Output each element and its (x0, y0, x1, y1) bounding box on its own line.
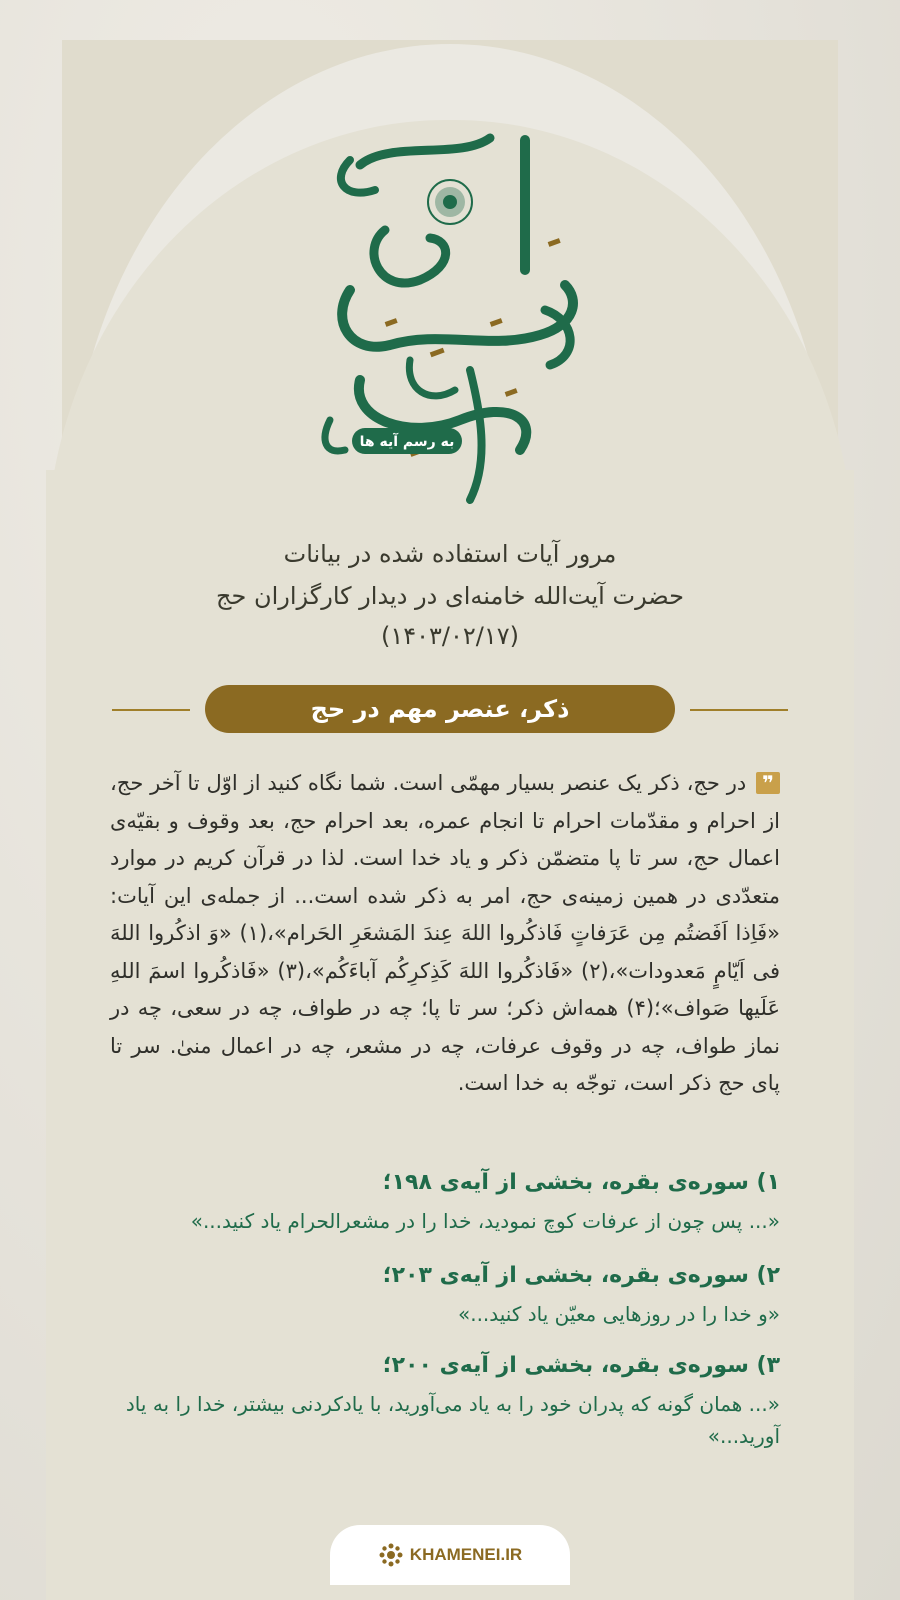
reference-text: «... پس چون از عرفات کوچ نمودید، خدا را در مشعرالحرام یاد کنید...» (190, 1209, 780, 1233)
reference-heading: ۲) سوره‌ی بقره، بخشی از آیه‌ی ۲۰۳؛ (382, 1263, 780, 1288)
section-banner: ذکر، عنصر مهم در حج (205, 685, 675, 733)
banner-line-left (112, 709, 190, 711)
reference-text: «... همان گونه که پدران خود را به یاد می‌آورید، با یادکردنی بیشتر، خدا را به یاد آورید...» (125, 1392, 780, 1448)
reference-2 (110, 1263, 780, 1330)
banner-line-right (690, 709, 788, 711)
calligraphy-logo (290, 120, 610, 510)
quote-text: در حج، ذکر یک عنصر بسیار مهمّی است. شما نگاه کنید از اوّل تا آخر حج، از احرام و مقدّمات احرام تا انجام عمره، بعد احرام حج، بعد وقوف و بقیّه‌ی اعمال حج، سر تا پا متضمّن ذکر و یاد خدا است. لذا در قرآن کریم در موارد متعدّدی در همین زمینه‌ی حج، امر به ذکر شده است... از جمله‌ی این آیات: «فَاِذا اَفَضتُم مِن عَرَفاتٍ فَاذكُروا اللهَ عِندَ المَشعَرِ الحَرام»،(۱) «وَ اذكُروا اللهَ فى اَيّامٍ مَعدودات»،(۲) «فَاذكُروا اللهَ كَذِكرِكُم آباءَكُم»،(۳) «فَاذكُروا اسمَ اللهِ عَلَيها صَواف»؛(۴) همه‌اش ذکر؛ سر تا پا؛ چه در طواف، چه در سعی، چه در نماز طواف، چه در وقوف عرفات، چه در مشعر، چه در اعمال منیٰ. سر تا پای حج ذکر است، توجّه به خدا است. (110, 771, 781, 1095)
logo-badge-text: به رسم آیه ها (359, 434, 455, 450)
subtitle-date: (۱۴۰۳/۰۲/۱۷) (380, 622, 520, 650)
reference-heading: ۳) سوره‌ی بقره، بخشی از آیه‌ی ۲۰۰؛ (382, 1353, 780, 1378)
reference-heading: ۱) سوره‌ی بقره، بخشی از آیه‌ی ۱۹۸؛ (382, 1170, 780, 1195)
subtitle-line-2: حضرت آیت‌الله خامنه‌ای در دیدار کارگزاران حج (216, 582, 684, 610)
subtitle-line-1: مرور آیات استفاده شده در بیانات (283, 540, 617, 568)
reference-1 (110, 1170, 780, 1237)
footer-brand: KHAMENEI.IR (409, 1545, 523, 1564)
quote-body (110, 765, 780, 1103)
quote-icon: ❞ (756, 772, 780, 794)
reference-3 (110, 1353, 780, 1452)
khamenei-logo-icon (378, 1542, 404, 1568)
footer-badge (330, 1525, 570, 1585)
reference-text: «و خدا را در روزهایی معیّن یاد کنید...» (457, 1302, 780, 1326)
